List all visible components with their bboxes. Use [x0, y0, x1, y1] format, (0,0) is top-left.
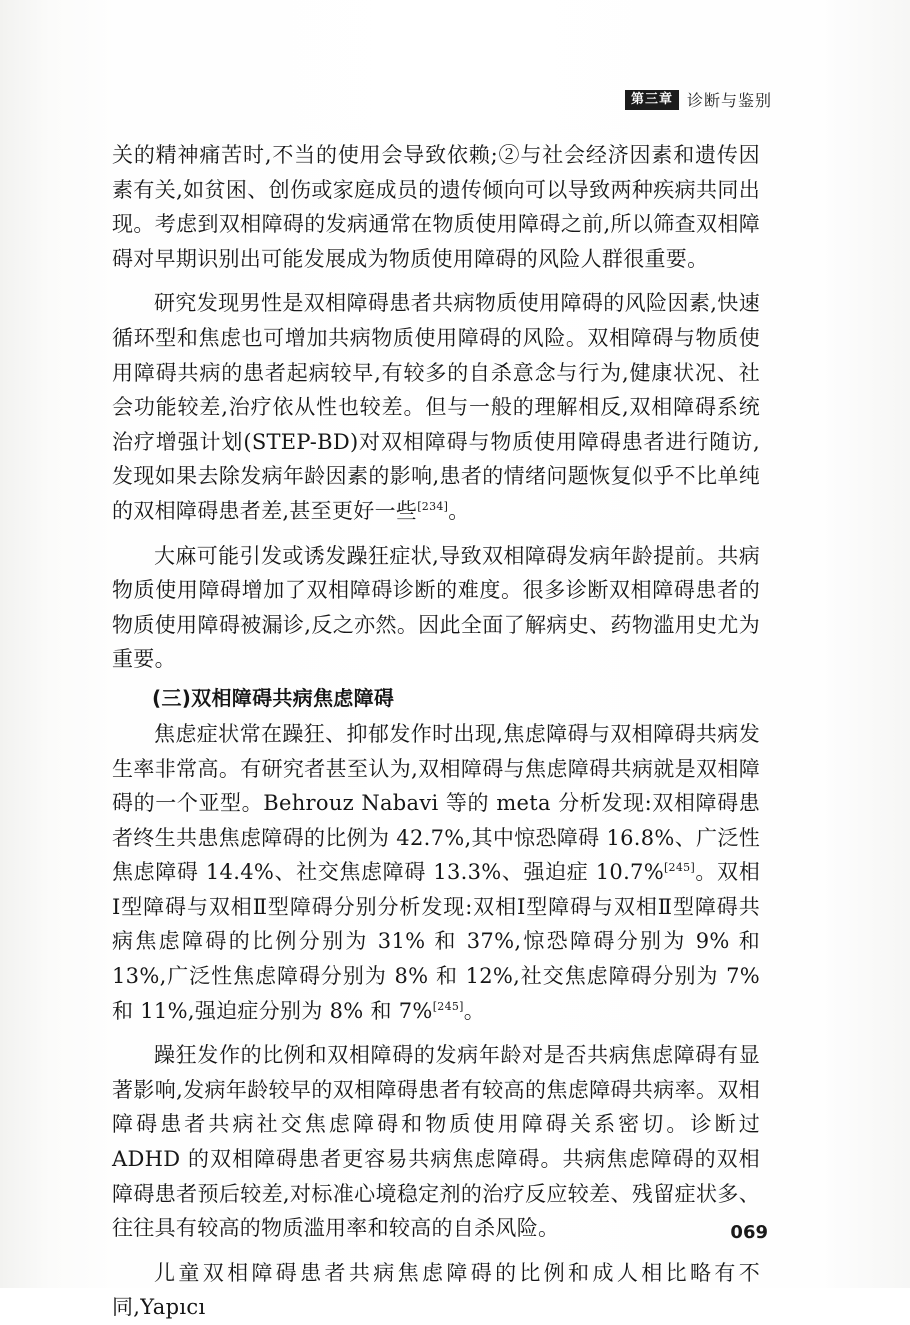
paragraph-anxiety-prevalence — [112, 717, 760, 1028]
citation: [234] — [417, 499, 449, 513]
paragraph-text: 。双相Ⅰ型障碍与双相Ⅱ型障碍分别分析发现:双相Ⅰ型障碍与双相Ⅱ型障碍共病焦虑障碍的比例分别为 31% 和 37%,惊恐障碍分别为 9% 和 13%,广泛性焦虑障碍分别为 8% 和 12%,社交焦虑障碍分别为 7% 和 11%,强迫症分别为 8% 和 7% — [112, 860, 760, 1023]
page-number: 069 — [730, 1222, 768, 1243]
paragraph-mania-onset — [112, 1038, 760, 1246]
paragraph-risk-factors — [112, 286, 760, 528]
paragraph-text: 躁狂发作的比例和双相障碍的发病年龄对是否共病焦虑障碍有显著影响,发病年龄较早的双相障碍患者有较高的焦虑障碍共病率。双相障碍患者共病社交焦虑障碍和物质使用障碍关系密切。诊断过 ADHD 的双相障碍患者更容易共病焦虑障碍。共病焦虑障碍的双相障碍患者预后较差,对标准心境稳定剂的治疗反应较差、残留症状多、往往具有较高的物质滥用率和较高的自杀风险。 — [112, 1043, 760, 1241]
citation: [245] — [663, 861, 696, 875]
chapter-badge: 第三章 — [625, 90, 679, 110]
paragraph-text: 焦虑症状常在躁狂、抑郁发作时出现,焦虑障碍与双相障碍共病发生率非常高。有研究者甚至认为,双相障碍与焦虑障碍共病就是双相障碍的一个亚型。Behrouz Nabavi 等的 meta 分析发现:双相障碍患者终生共患焦虑障碍的比例为 42.7%,其中惊恐障碍 16.8%、广泛性焦虑障碍 14.4%、社交焦虑障碍 13.3%、强迫症 10.7% — [112, 721, 760, 885]
paragraph-continuation — [112, 138, 760, 276]
section-heading: (三)双相障碍共病焦虑障碍 — [152, 685, 395, 710]
body-text — [112, 138, 760, 1325]
paragraph-tail: 。 — [463, 998, 486, 1023]
paragraph-text: 研究发现男性是双相障碍患者共病物质使用障碍的风险因素,快速循环型和焦虑也可增加共病物质使用障碍的风险。双相障碍与物质使用障碍共病的患者起病较早,有较多的自杀意念与行为,健康状况、社会功能较差,治疗依从性也较差。但与一般的理解相反,双相障碍系统治疗增强计划(STEP-BD)对双相障碍与物质使用障碍患者进行随访,发现如果去除发病年龄因素的影响,患者的情绪问题恢复似乎不比单纯的双相障碍患者差,甚至更好一些 — [112, 291, 760, 523]
running-header — [625, 88, 772, 111]
citation: [245] — [432, 999, 464, 1013]
paragraph-text: 大麻可能引发或诱发躁狂症状,导致双相障碍发病年龄提前。共病物质使用障碍增加了双相障碍诊断的难度。很多诊断双相障碍患者的物质使用障碍被漏诊,反之亦然。因此全面了解病史、药物滥用史尤为重要。 — [112, 543, 760, 672]
paragraph-text: 关的精神痛苦时,不当的使用会导致依赖;②与社会经济因素和遗传因素有关,如贫困、创伤或家庭成员的遗传倾向可以导致两种疾病共同出现。考虑到双相障碍的发病通常在物质使用障碍之前,所以筛查双相障碍对早期识别出可能发展成为物质使用障碍的风险人群很重要。 — [112, 143, 760, 271]
paragraph-text: 儿童双相障碍患者共病焦虑障碍的比例和成人相比略有不同,Yapıcı — [112, 1260, 760, 1320]
chapter-title: 诊断与鉴别 — [686, 91, 772, 110]
paragraph-cannabis — [112, 539, 760, 677]
paragraph-children — [112, 1256, 760, 1325]
paragraph-tail: 。 — [448, 498, 470, 523]
